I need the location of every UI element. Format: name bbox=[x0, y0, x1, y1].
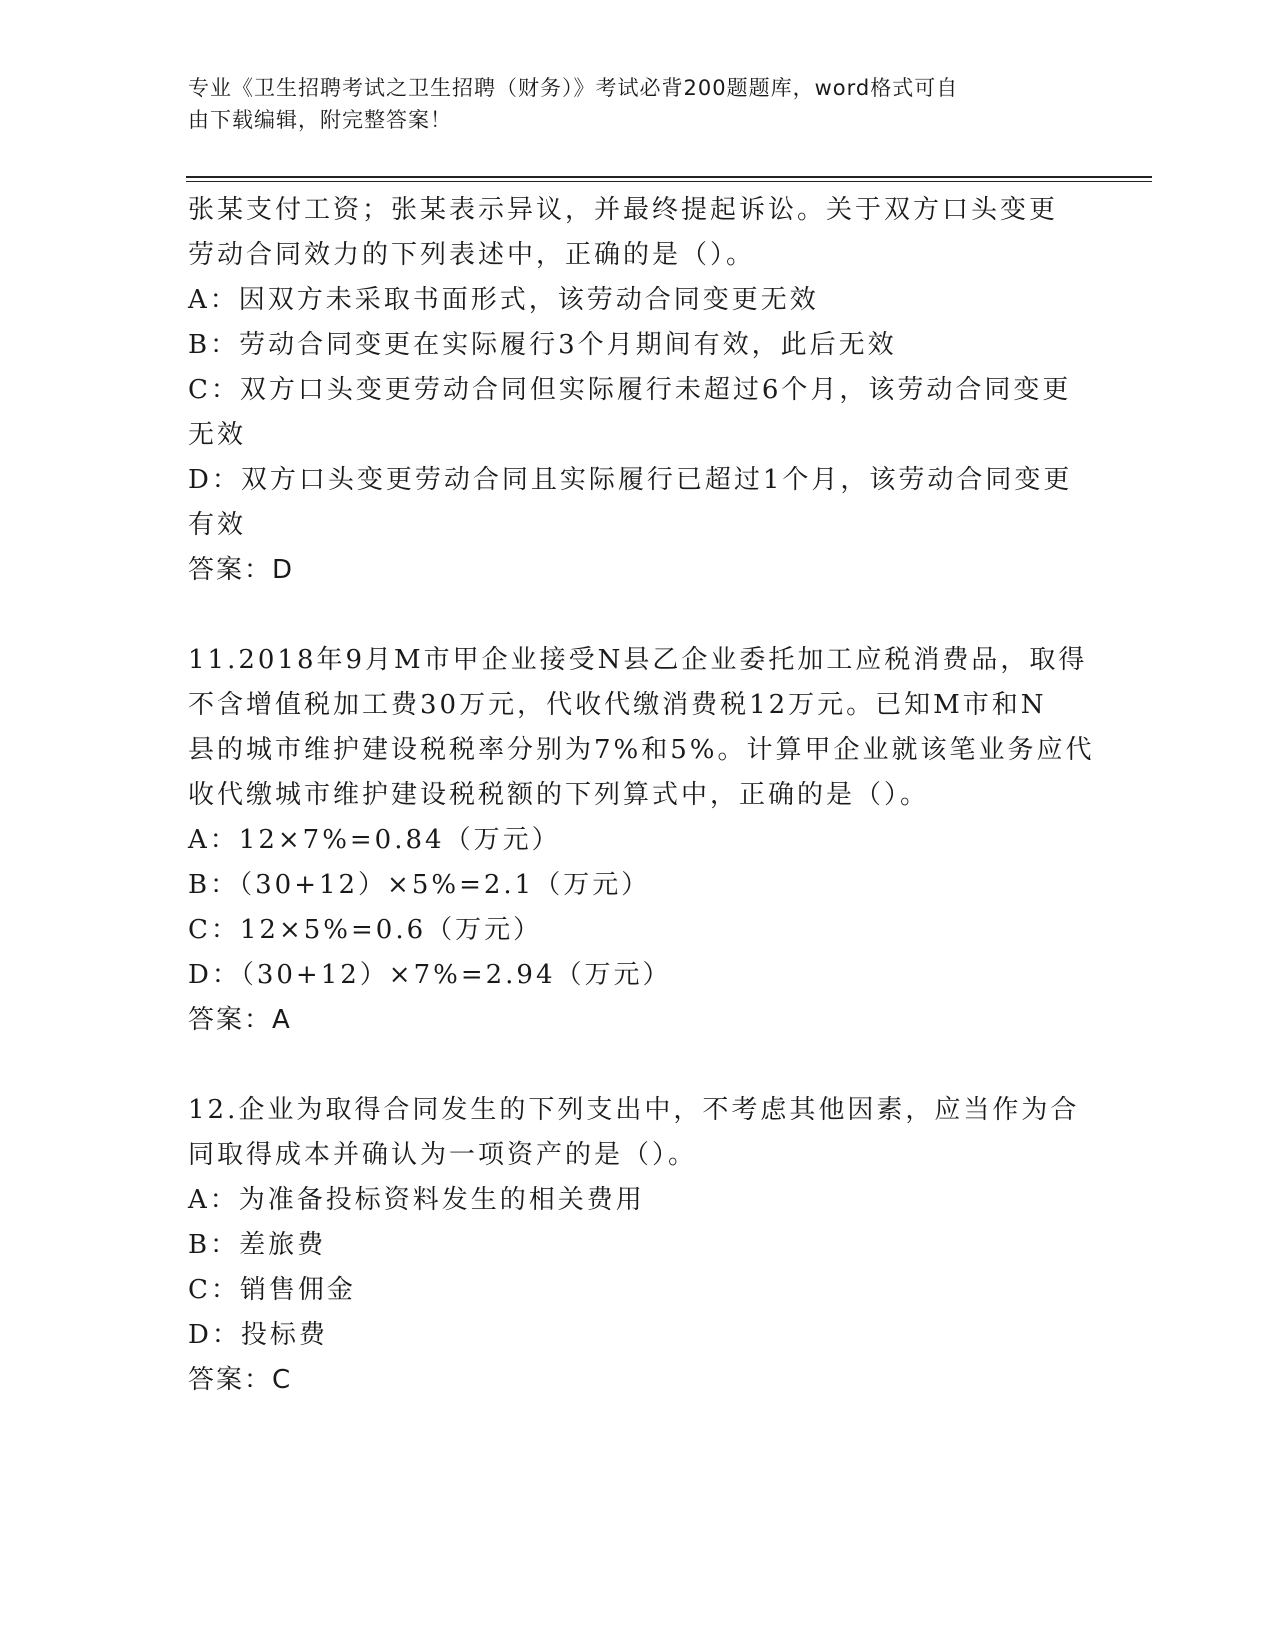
header-divider-thin bbox=[186, 181, 1152, 182]
option-b: B：（30+12）×5%=2.1（万元） bbox=[188, 870, 651, 900]
option-c: C：销售佣金 bbox=[188, 1275, 356, 1305]
option-d: D：（30+12）×7%=2.94（万元） bbox=[188, 960, 672, 990]
spacer bbox=[188, 593, 1088, 638]
header-divider-thick bbox=[186, 176, 1152, 178]
question-stem-line: 劳动合同效力的下列表述中，正确的是（）。 bbox=[188, 240, 756, 270]
option-c-continued: 无效 bbox=[188, 420, 247, 450]
option-c: C：12×5%=0.6（万元） bbox=[188, 915, 543, 945]
answer: 答案：C bbox=[188, 1365, 293, 1395]
spacer bbox=[188, 1043, 1088, 1088]
header-title-line-2: 由下载编辑，附完整答案！ bbox=[188, 108, 452, 132]
option-d-continued: 有效 bbox=[188, 510, 247, 540]
option-b: B：差旅费 bbox=[188, 1230, 327, 1260]
option-d: D：投标费 bbox=[188, 1320, 328, 1350]
question-11 bbox=[188, 638, 1095, 1043]
option-a: A：12×7%=0.84（万元） bbox=[188, 825, 561, 855]
question-stem-line: 同取得成本并确认为一项资产的是（）。 bbox=[188, 1140, 698, 1170]
option-d: D：双方口头变更劳动合同且实际履行已超过1个月，该劳动合同变更 bbox=[188, 465, 1073, 495]
answer: 答案：D bbox=[188, 555, 295, 585]
question-stem-line: 张某支付工资；张某表示异议，并最终提起诉讼。关于双方口头变更 bbox=[188, 195, 1059, 225]
question-stem-line: 11.2018年9月M市甲企业接受N县乙企业委托加工应税消费品，取得 bbox=[188, 645, 1088, 675]
question-stem-line: 收代缴城市维护建设税税额的下列算式中，正确的是（）。 bbox=[188, 780, 930, 810]
question-10 bbox=[188, 188, 1088, 593]
question-stem-line: 县的城市维护建设税税率分别为7%和5%。计算甲企业就该笔业务应代 bbox=[188, 735, 1095, 765]
option-a: A：为准备投标资料发生的相关费用 bbox=[188, 1185, 645, 1215]
question-content bbox=[188, 188, 1095, 1403]
option-a: A：因双方未采取书面形式，该劳动合同变更无效 bbox=[188, 285, 819, 315]
document-header bbox=[188, 72, 1068, 136]
answer: 答案：A bbox=[188, 1005, 292, 1035]
question-stem-line: 不含增值税加工费30万元，代收代缴消费税12万元。已知M市和N bbox=[188, 690, 1047, 720]
question-12 bbox=[188, 1088, 1088, 1403]
option-b: B：劳动合同变更在实际履行3个月期间有效，此后无效 bbox=[188, 330, 897, 360]
question-stem-line: 12.企业为取得合同发生的下列支出中，不考虑其他因素，应当作为合 bbox=[188, 1095, 1080, 1125]
header-title-line-1: 专业《卫生招聘考试之卫生招聘（财务）》考试必背200题题库，word格式可自 bbox=[188, 76, 959, 100]
option-c: C：双方口头变更劳动合同但实际履行未超过6个月，该劳动合同变更 bbox=[188, 375, 1072, 405]
